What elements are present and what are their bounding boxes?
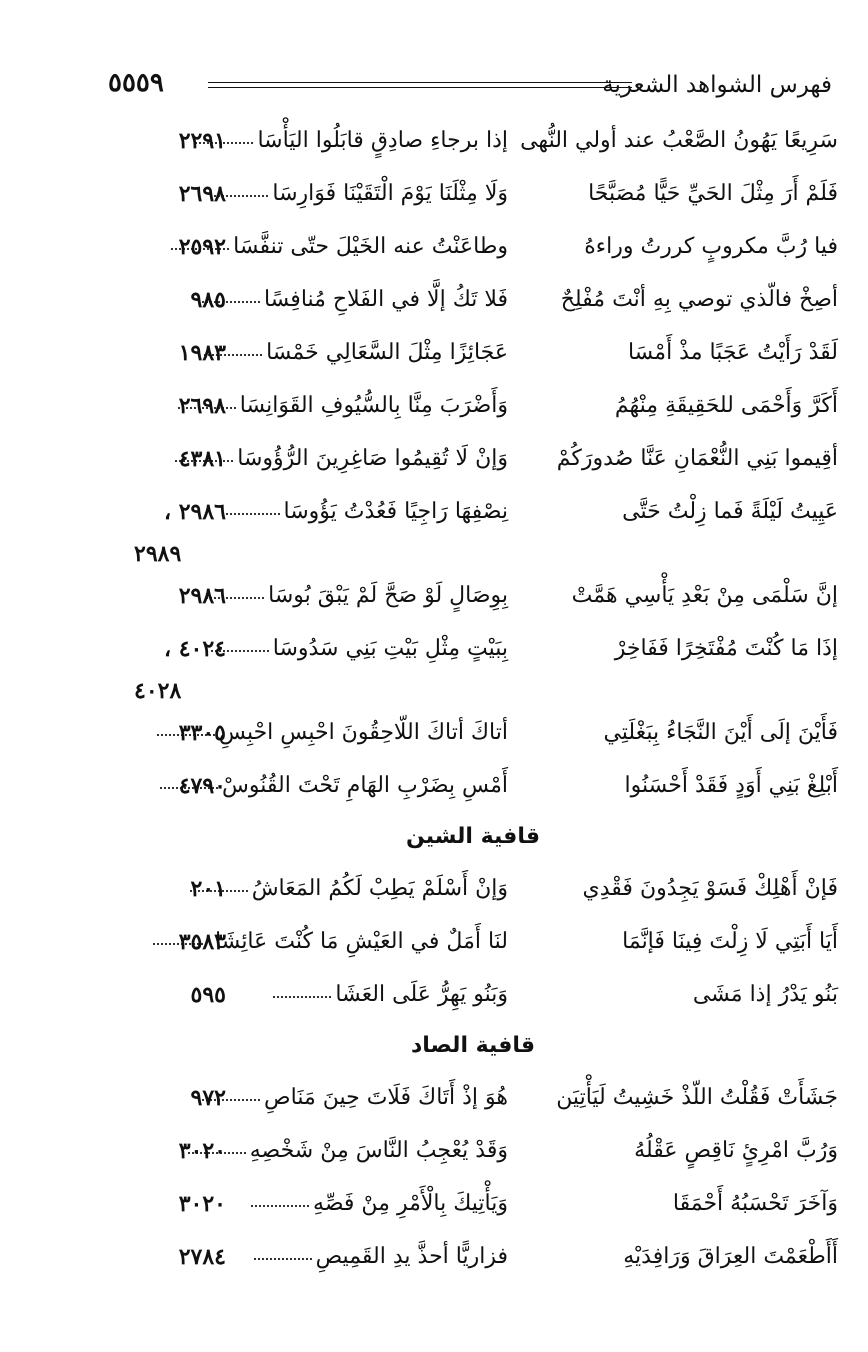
verse-index — [108, 118, 838, 1287]
reference-number: ٤٠٢٤ ، — [163, 636, 226, 662]
reference-number-continued: ٢٩٨٩ — [134, 541, 182, 567]
reference-number: ٢٩٨٦ ، — [163, 499, 226, 525]
verse-second-hemistich: إذا برجاءِ صادِقٍ قابَلُوا اليَأْسَا — [257, 128, 508, 153]
leader-dots — [251, 1205, 309, 1207]
verse-first-hemistich: أَيَا أَبَتِي لَا زِلْتَ فِينَا فَإنَّمَا — [622, 929, 838, 954]
page-header — [108, 62, 832, 110]
verse-row — [108, 919, 838, 972]
reference-number: ٢٦٩٨ — [178, 393, 226, 419]
verse-row — [108, 573, 838, 626]
reference-number: ٤٣٨١ — [178, 446, 226, 472]
verse-second-hemistich: لنَا أَمَلٌ في العَيْشِ مَا كُنْتَ عَائِشَا — [214, 929, 508, 954]
running-title: فهرس الشواهد الشعرية — [602, 72, 832, 98]
verse-row — [108, 1181, 838, 1234]
verse-row — [108, 330, 838, 383]
verse-second-hemistich: هُوَ إذْ أَتَاكَ فَلَاتَ حِينَ مَنَاصِ — [264, 1085, 508, 1110]
verse-second-hemistich: بِوِصَالٍ لَوْ صَحَّ لَمْ يَبْقَ بُوسَا — [268, 583, 508, 608]
verse-second-hemistich: فَلا تَكُ إلَّا في الفَلاحِ مُنافِسًا — [263, 287, 508, 312]
verse-first-hemistich: وَرُبَّ امْرِئٍ نَاقِصٍ عَقْلُهُ — [634, 1138, 838, 1163]
verse-second-hemistich-cell — [228, 982, 508, 1007]
verse-second-hemistich: وَلَا مِثْلَنَا يَوْمَ الْتَقَيْنَا فَوَارِسَا — [272, 181, 508, 206]
verse-second-hemistich: وَيَأْتِيكَ بِالْأَمْرِ مِنْ فَصِّهِ — [313, 1191, 508, 1216]
leader-dots — [254, 1258, 312, 1260]
verse-first-hemistich: فَإنْ أَهْلِكْ فَسَوْ يَجِدُونَ فَقْدِي — [582, 876, 838, 901]
verse-first-hemistich: أقِيموا بَنِي النُّعْمَانِ عَنَّا صُدورَكُمْ — [556, 446, 838, 471]
verse-row — [108, 383, 838, 436]
verse-second-hemistich-cell — [228, 1244, 508, 1269]
verse-row — [108, 436, 838, 489]
reference-number: ٥٩٥ — [190, 982, 226, 1008]
verse-second-hemistich-cell — [228, 287, 508, 312]
verse-second-hemistich-cell — [228, 181, 508, 206]
verse-second-hemistich: أَمْسِ بِضَرْبِ الهَامِ تَحْتَ القُنُوسْ — [222, 773, 508, 798]
verse-second-hemistich-cell — [218, 720, 508, 745]
reference-number-continued: ٤٠٢٨ — [134, 678, 182, 704]
verse-second-hemistich-cell — [228, 446, 508, 471]
verse-first-hemistich: بَنُو يَدْرُ إذا مَشَى — [692, 982, 838, 1007]
verse-second-hemistich-cell — [228, 499, 508, 524]
reference-number: ٢٦٩٨ — [178, 181, 226, 207]
reference-number: ٣٠٢٠ — [178, 1138, 226, 1164]
verse-second-hemistich: عَجَائِزًا مِثْلَ السَّعَالِي خَمْسَا — [266, 340, 508, 365]
verse-first-hemistich: عَيِيتُ لَيْلَةً فَما زِلْتُ حَتَّى — [622, 499, 838, 524]
section-title: قافية الشين — [405, 824, 541, 849]
verse-second-hemistich: وَقَدْ يُعْجِبُ النَّاسَ مِنْ شَخْصِهِ — [249, 1138, 508, 1163]
reference-number: ٢٩٨٦ — [178, 583, 226, 609]
reference-number: ٢٧٨٤ — [178, 1244, 226, 1270]
verse-row — [108, 171, 838, 224]
verse-row — [108, 1075, 838, 1128]
verse-row — [108, 224, 838, 277]
verse-second-hemistich: وَإنْ أَسْلَمْ يَطِبْ لَكُمُ المَعَاشُ — [251, 876, 508, 901]
verse-second-hemistich-cell — [228, 1191, 508, 1216]
verse-first-hemistich: أَبْلِغْ بَنِي أَوَدٍ فَقَدْ أَحْسَنُوا — [624, 773, 838, 798]
verse-first-hemistich: أَأَطْعَمْتَ العِرَاقَ وَرَافِدَيْهِ — [623, 1244, 838, 1269]
verse-row — [108, 489, 838, 573]
reference-number: ٢٢٩١ — [178, 128, 226, 154]
verse-second-hemistich: فزاريًّا أحذَّ يدِ القَمِيصِ — [315, 1244, 508, 1269]
page-number: ٥٥٥٩ — [108, 68, 164, 98]
verse-first-hemistich: إنَّ سَلْمَى مِنْ بَعْدِ يَأْسِي هَمَّتْ — [571, 583, 838, 608]
verse-first-hemistich: أصِخْ فالّذي توصي بِهِ أنْتَ مُفْلِحٌ — [560, 287, 838, 312]
reference-number: ٢٠١ — [190, 876, 226, 902]
verse-first-hemistich: فَلَمْ أَرَ مِثْلَ الحَيِّ حَيًّا مُصَبَّحًا — [588, 181, 838, 206]
verse-second-hemistich-cell — [214, 929, 508, 954]
reference-number: ٢٥٩٢ — [178, 234, 226, 260]
reference-number: ١٩٨٣ — [178, 340, 226, 366]
verse-first-hemistich: سَرِيعًا يَهُونُ الصَّعْبُ عند أولي النُّهى — [520, 128, 838, 153]
verse-row — [108, 763, 838, 816]
reference-number: ٩٧٢ — [190, 1085, 226, 1111]
verse-second-hemistich: وَأَضْرَبَ مِنَّا بِالسُّيُوفِ القَوَانِسَا — [239, 393, 508, 418]
verse-first-hemistich: إذَا مَا كُنْتَ مُفْتَخِرًا فَفَاخِرْ — [614, 636, 838, 661]
verse-row — [108, 1128, 838, 1181]
header-rule — [208, 82, 632, 88]
verse-second-hemistich-cell — [228, 583, 508, 608]
verse-second-hemistich-cell — [228, 393, 508, 418]
verse-first-hemistich: وَآخَرَ تَحْسَبُهُ أَحْمَقَا — [672, 1191, 838, 1216]
verse-second-hemistich: بِبَيْتٍ مِثْلِ بَيْتِ بَنِي سَدُوسَا — [272, 636, 508, 661]
reference-number: ٤٧٩٠ — [178, 773, 226, 799]
verse-second-hemistich-cell — [228, 1085, 508, 1110]
verse-first-hemistich: فَأَيْنَ إلَى أَيْنَ النَّجَاءُ بِبَغْلَتِي — [603, 720, 838, 745]
verse-row — [108, 118, 838, 171]
reference-number: ٣٥٨٣ — [178, 929, 226, 955]
reference-number: ٣٠٢٠ — [178, 1191, 226, 1217]
section-title: قافية الصاد — [410, 1033, 536, 1058]
verse-second-hemistich-cell — [228, 636, 508, 661]
verse-second-hemistich: وطاعَنْتُ عنه الخَيْلَ حتّى تنفَّسَا — [233, 234, 508, 259]
section-heading — [108, 816, 838, 866]
verse-first-hemistich: أَكَرَّ وَأَحْمَى للحَقِيقَةِ مِنْهُمُ — [614, 393, 838, 418]
verse-first-hemistich: جَشَأَتْ فَقُلْتُ اللّذْ خَشِيتُ لَيَأْتِيَن — [556, 1085, 838, 1110]
verse-second-hemistich: نِصْفِهَا رَاجِيًا فَعُدْتُ يَؤُوسَا — [283, 499, 508, 524]
verse-second-hemistich-cell — [228, 340, 508, 365]
verse-first-hemistich: لَقَدْ رَأَيْتُ عَجَبًا مذْ أَمْسَا — [627, 340, 838, 365]
verse-row — [108, 626, 838, 710]
reference-number: ٩٨٥ — [190, 287, 226, 313]
verse-row — [108, 866, 838, 919]
section-heading — [108, 1025, 838, 1075]
leader-dots — [273, 996, 331, 998]
reference-number: ٣٣٠٥ — [178, 720, 226, 746]
verse-first-hemistich: فيا رُبَّ مكروبٍ كررتُ وراءهُ — [584, 234, 838, 259]
verse-row — [108, 710, 838, 763]
verse-second-hemistich-cell — [228, 128, 508, 153]
verse-row — [108, 1234, 838, 1287]
verse-second-hemistich-cell — [222, 773, 508, 798]
verse-second-hemistich: وَبَنُو يَهِرُّ عَلَى العَشَا — [335, 982, 508, 1007]
verse-second-hemistich-cell — [228, 1138, 508, 1163]
verse-second-hemistich: وَإنْ لَا تُقِيمُوا صَاغِرِينَ الرُّؤُوسَا — [237, 446, 508, 471]
verse-row — [108, 972, 838, 1025]
verse-second-hemistich: أتاكَ أتاكَ اللّاحِقُونَ احْبِسِ احْبِسِ — [218, 720, 508, 745]
verse-second-hemistich-cell — [228, 876, 508, 901]
verse-second-hemistich-cell — [228, 234, 508, 259]
leader-dots — [222, 513, 280, 515]
verse-row — [108, 277, 838, 330]
